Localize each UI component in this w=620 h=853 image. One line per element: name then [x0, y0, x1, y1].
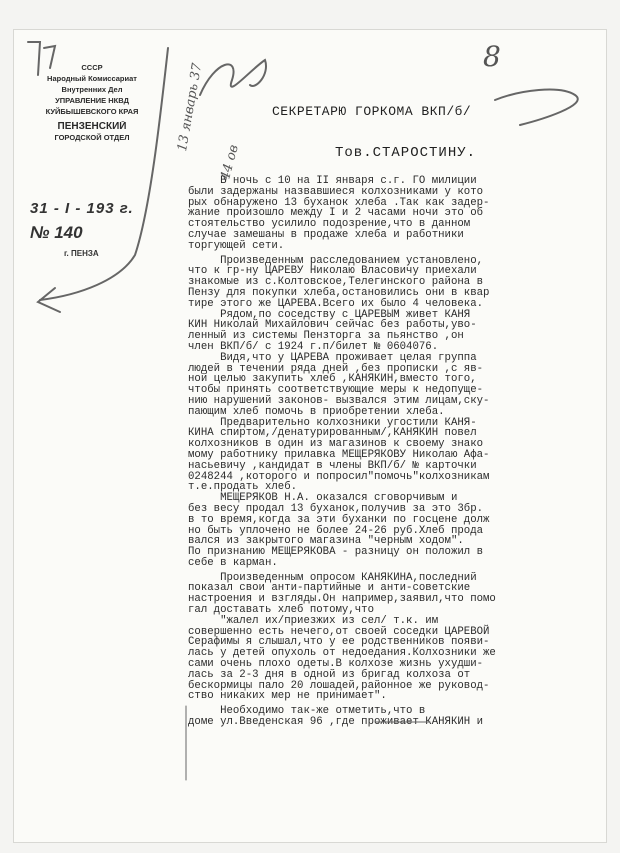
body-line: Видя,что у ЦАРЕВА проживает целая группа: [188, 351, 477, 364]
stamp-line: УПРАВЛЕНИЕ НКВД: [55, 96, 129, 105]
body-line: ной целью закупить хлеб ,КАНЯКИН,вместо того,: [188, 373, 477, 386]
body-line: Рядом,по соседству с ЦАРЕВЫМ живет КАНЯ: [188, 308, 471, 321]
body-line: Произведенным расследованием установлено,: [188, 254, 484, 267]
body-line: без весу продал 13 буханок,получив за это 3бр.: [188, 502, 484, 515]
addressee: СЕКРЕТАРЮ ГОРКОМА ВКП/б/: [272, 104, 472, 119]
body-line: нию нарушений законов- вызвался этим лицам,ску-: [188, 394, 490, 407]
stamp-line: ГОРОДСКОЙ ОТДЕЛ: [54, 133, 130, 142]
body-line: тире этого же ЦАРЕВА.Всего их было 4 человека.: [188, 297, 484, 310]
stamp-line: Внутренних Дел: [61, 85, 123, 94]
pencil-arrow-icon: [40, 48, 168, 300]
registration-number: № 140: [30, 223, 83, 242]
body-line: вался из закрытого магазина "черным ходом".: [188, 535, 464, 548]
body-line: т.е.продать хлеб.: [188, 481, 298, 494]
body-line: знакомые из с.Колтовское,Телегинского района в: [188, 276, 484, 289]
body-line: Необходимо так-же отметить,что в: [188, 705, 426, 718]
body-line: 0248244 ,которого и попросил"помочь"колхозникам: [188, 470, 490, 483]
body-line: "жалел их/приезжих из сел/ т.к. им: [188, 614, 439, 627]
body-line: лась за 2-3 дня в одной из бригад колхоза от: [188, 668, 471, 681]
registration-date: 31 - I - 193 г.: [30, 200, 134, 217]
registration-city: г. ПЕНЗА: [64, 249, 99, 258]
body-line: МЕЩЕРЯКОВ Н.А. оказался сговорчивым и: [188, 492, 458, 505]
body-line: пающим хлеб помочь в приобретении хлеба.: [188, 405, 445, 418]
salutation: Тов.СТАРОСТИНУ.: [335, 145, 477, 161]
body-line: КИН Николай Михайлович сейчас без работы,уво-: [188, 319, 477, 332]
body-line: доме ул.Введенская 96 ,где проживает КАНЯКИН и: [188, 716, 484, 729]
stamp-line: Народный Комиссариат: [47, 74, 137, 83]
body-line: член ВКП/б/ с 1924 г.п/билет № 0604076.: [188, 340, 439, 353]
body-line: совершенно есть нечего,от своей соседки ЦАРЕВОЙ: [188, 625, 490, 638]
body-line: рых обнаружено 13 буханок хлеба .Так как задер-: [188, 196, 490, 209]
body-line: Серафимы я слышал,что у ее родственников появи-: [188, 636, 490, 649]
body-line: были задержаны назвавшиеся колхозниками у кото: [188, 185, 484, 198]
body-line: По признанию МЕЩЕРЯКОВА - разницу он положил в: [188, 546, 484, 559]
body-line: стоятельство усилило подозрение,что в данном: [188, 218, 471, 231]
handwritten-note: 44 ов: [218, 143, 242, 182]
stamp-line: ПЕНЗЕНСКИЙ: [57, 121, 127, 132]
body-line: лась у детей опухоль от недоедания.Колхозники же: [188, 647, 496, 660]
body-line: показал свои анти-партийные и анти-советские: [188, 582, 471, 595]
body-line: людей в течении ряда дней ,без прописки ,с яв-: [188, 362, 484, 375]
body-line: Предварительно колхозники угостили КАНЯ-: [188, 416, 477, 429]
body-line: ство никаких мер не принимает".: [188, 690, 387, 703]
corner-scribble-icon: [28, 42, 55, 75]
signature-scribble-icon: [200, 60, 266, 95]
body-line: что к гр-ну ЦАРЕВУ Николаю Власовичу приехали: [188, 265, 477, 278]
body-line: торгующей сети.: [188, 239, 285, 252]
body-line: КИНА спиртом,/денатурированным/,КАНЯКИН повел: [188, 427, 477, 440]
stamp-line: СССР: [81, 63, 103, 72]
body-line: мому работнику прилавка МЕЩЕРЯКОВУ Николаю Афа-: [188, 448, 490, 461]
body-line: бескормицы пало 20 лошадей,районное же руковод-: [188, 679, 490, 692]
body-line: Произведенным опросом КАНЯКИНА,последний: [188, 571, 477, 584]
page-number: 8: [483, 40, 501, 73]
handwritten-note: 13 январь 37: [175, 62, 206, 153]
resolution-scribble-icon: [495, 90, 578, 125]
body-line: колхозников в один из магазинов к своему знако: [188, 438, 484, 451]
body-line: настроения и взгляды.Он например,заявил,что помо: [188, 593, 496, 606]
stamp-line: КУЙБЫШЕВСКОГО КРАЯ: [45, 107, 139, 116]
body-line: чтобы принять соответствующие меры к недопуще-: [188, 384, 484, 397]
body-line: случае замешаны в продаже хлеба и работники: [188, 228, 464, 241]
body-line: но быть уплочено не более 24-26 руб.Хлеб прода: [188, 524, 484, 537]
body-line: насьевичу ,кандидат в члены ВКП/б/ № карточки: [188, 459, 477, 472]
pencil-arrowhead-icon: [38, 288, 60, 312]
body-line: Пензу для покупки хлеба,остановились они в квар: [188, 286, 490, 299]
body-line: ленный из системы Пензторга за пьянство ,он: [188, 330, 464, 343]
body-line: сами очень плохо одеты.В колхозе жизнь ухудши-: [188, 658, 484, 671]
body-line: в то время,когда за эти буханки по госцене долж: [188, 513, 490, 526]
body-line: жание произошло между I и 2 часами ночи это об: [188, 207, 484, 220]
body-line: гал доставать хлеб потому,что: [188, 604, 374, 617]
body-line: В ночь с 10 на II января с.г. ГО милиции: [188, 175, 477, 187]
body-line: себе в карман.: [188, 556, 278, 569]
